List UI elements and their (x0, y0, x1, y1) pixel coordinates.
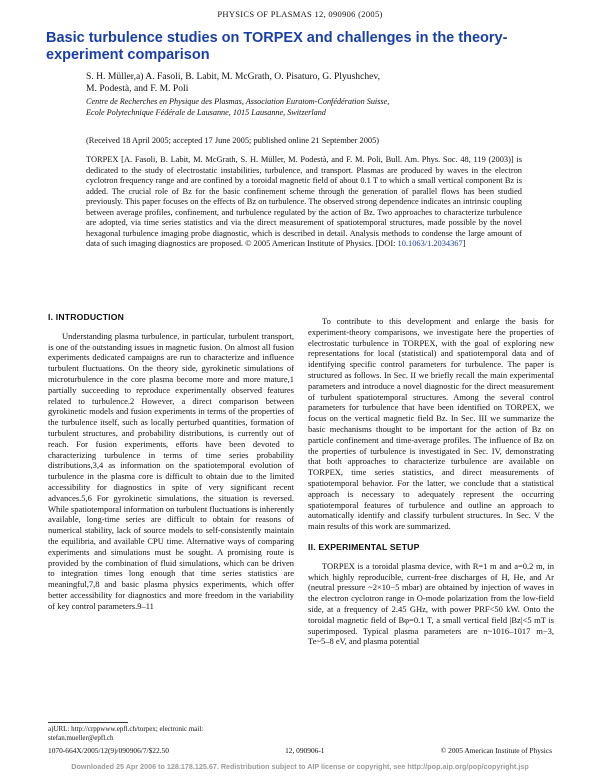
doi-close: ] (462, 239, 466, 249)
download-notice: Downloaded 25 Apr 2006 to 128.178.125.67. Redistribution subject to AIP license or copyright, see http://pop.aip.org/pop/copyright.jsp (71, 762, 529, 771)
affiliation-line-1: Centre de Recherches en Physique des Plasmas, Association Euratom-Confédération Suisse, (86, 97, 390, 106)
left-column (48, 312, 294, 612)
footnote-line-1: a)URL: http://crppwww.epfl.ch/torpex; electronic mail: (48, 725, 204, 733)
section-heading-introduction: I. INTRODUCTION (48, 312, 125, 322)
authors-line-2: M. Podestà, and F. M. Poli (86, 83, 189, 95)
affiliation (86, 97, 526, 118)
doi-link[interactable]: 10.1063/1.2034367 (397, 239, 463, 249)
right-column (308, 316, 554, 647)
received-dates: (Received 18 April 2005; accepted 17 June 2005; published online 21 September 2005) (86, 136, 380, 145)
copyright-notice: © 2005 American Institute of Physics. [DOI: (245, 239, 398, 249)
article-title: Basic turbulence studies on TORPEX and challenges in the theory-experiment comparison (46, 30, 508, 63)
authors-line-1: S. H. Müller,a) A. Fasoli, B. Labit, M. McGrath, O. Pisaturo, G. Plyushchev, (86, 71, 380, 82)
abstract (86, 155, 522, 250)
page-footer (48, 746, 552, 755)
footnote-line-2: stefan.mueller@epfl.ch (48, 734, 114, 742)
issn-code: 1070-664X/2005/12(9)/090906/7/$22.50 (48, 746, 169, 755)
footer-copyright: © 2005 American Institute of Physics (440, 746, 552, 755)
author-list (86, 71, 526, 96)
experimental-setup-paragraph: TORPEX is a toroidal plasma device, with R=1 m and a=0.2 m, in which highly reproducible, current-free discharges of H, He, and Ar (neutral pressure ~2×10−5 mbar) are obtained by injection of waves in the electron cyclotron range in O-mode polarization from the low-field side, at a frequency of 2.45 GHz, with power PRF<50 kW. Onto the toroidal magnetic field of Bφ=0.1 T, a small vertical field |Bz|<5 mT is superimposed. Typical plasma parameters are n~1016–1017 m−3, Te~5–8 eV, and plasma potential (308, 560, 554, 647)
section-heading-experimental-setup: II. EXPERIMENTAL SETUP (308, 541, 420, 552)
abstract-text: TORPEX [A. Fasoli, B. Labit, M. McGrath, S. H. Müller, M. Podestà, and F. M. Poli, Bull. Am. Phys. Soc. 48, 119 (2003)] is dedicated to the study of electrostatic instabilities, turbulence, and transport. Plasmas are produced by waves in the electron cyclotron frequency range and are confined by a toroidal magnetic field of about 0.1 T to which a small vertical component Bz is added. The crucial role of Bz for the basic confinement scheme through the generation of parallel flows has been studied previously. This paper focuses on the effects of Bz on turbulence. The observed strong dependence indicates an intrinsic coupling between average profiles, confinement, and turbulence regulated by the action of Bz. Two approaches to characterize turbulence are adopted, via time series statistics and via the direct measurement of spatiotemporal structures, made possible by the novel hexagonal turbulence imaging probe diagnostic, which is described in detail. Analysis methods to condense the large amount of data of such imaging diagnostics are proposed. (86, 155, 522, 249)
footnote (48, 725, 294, 743)
footnote-divider (48, 722, 128, 723)
affiliation-line-2: Ecole Polytechnique Fédérale de Lausanne, 1015 Lausanne, Switzerland (86, 107, 326, 117)
running-head: PHYSICS OF PLASMAS 12, 090906 (2005) (217, 9, 383, 19)
introduction-paragraph: Understanding plasma turbulence, in particular, turbulent transport, is one of the outstanding issues in magnetic fusion. On almost all fusion experiments dedicated campaigns are run to characterize and influence turbulent fluctuations. On the theory side, gyrokinetic simulations of microturbulence in the core plasma become more and more mature,1 partially succeeding to reproduce experimentally observed features related to turbulence.2 However, a direct comparison between gyrokinetic models and fusion experiments in terms of the properties of the turbulence itself, such as locally perturbed quantities, formation of turbulent structures, and probability distributions, is currently out of reach. For fusion experiments, efforts have been devoted to characterizing turbulence in terms of time series probability distributions,3,4 as information on the spatiotemporal evolution of turbulence in the plasma core is difficult to obtain due to the limited accessibility for diagnostics in spite of very significant recent advances.5,6 For gyrokinetic simulations, the situation is reversed. While spatiotemporal information on turbulent fluctuations is inherently available, long-time series are difficult to obtain for reasons of numerical stability, lack of source models to self-consistently maintain the equilibria, and available CPU time. Alternative ways of comparing experiments and simulations must be sought. A promising route is provided by the combination of fluid simulations, which can be driven to integration times long enough that time series statistics are meaningful,7,8 and basic plasma physics experiments, which offer better accessibility for diagnostics and more freedom in the variability of key control parameters.9–11 (48, 330, 294, 611)
page-number: 12, 090906-1 (285, 746, 325, 755)
introduction-paragraph-2: To contribute to this development and enlarge the basis for experiment-theory comparisons, we investigate here the properties of electrostatic turbulence in TORPEX, with the goal of exploring new representations for local (statistical) and spatiotemporal data and of identifying specific control parameters for turbulence. The paper is structured as follows. In Sec. II we briefly recall the main experimental parameters and introduce a novel diagnostic for the direct measurement of turbulent spatiotemporal structures. Among the several control parameters for turbulence that have been identified on TORPEX, we focus on the vertical magnetic field Bz. In Sec. III we summarize the basic mechanisms thought to be important for the action of Bz on particle confinement and time-average profiles. The influence of Bz on the properties of turbulence is investigated in Sec. IV, demonstrating that both approaches to characterize turbulence are available on TORPEX, time series statistics, and direct measurements of spatiotemporal behavior. For the latter, we conclude that a statistical approach is necessary to adequately represent the occurring spatiotemporal features of turbulence and outline an approach to automatically identify and classify turbulent structures. In Sec. V the main results of this work are summarized. (308, 316, 554, 532)
